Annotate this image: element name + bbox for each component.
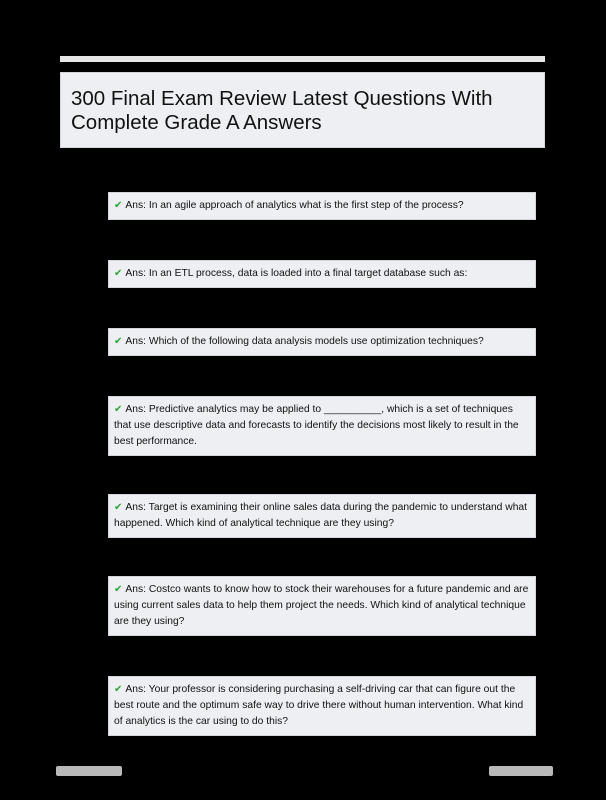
qa-text: Ans: Which of the following data analysis models use optimization techniques? [125, 336, 484, 347]
qa-item-5 [108, 494, 536, 538]
qa-item-1 [108, 192, 536, 220]
qa-item-3 [108, 328, 536, 356]
qa-text: Ans: Target is examining their online sales data during the pandemic to understand what happened. Which kind of analytical technique are they using? [114, 502, 528, 529]
qa-text: Ans: Your professor is considering purchasing a self-driving car that can figure out the best route and the optimum safe way to drive there without human intervention. What kind of analytics is the car using to do this? [114, 684, 524, 727]
qa-text: Ans: In an agile approach of analytics what is the first step of the process? [125, 200, 464, 211]
header-rule [60, 56, 545, 62]
document-title: 300 Final Exam Review Latest Questions With Complete Grade A Answers [71, 87, 493, 134]
check-icon: ✔ [114, 268, 123, 279]
qa-text: Ans: Costco wants to know how to stock their warehouses for a future pandemic and are using current sales data to help them project the needs. Which kind of analytical technique are they using? [114, 584, 529, 627]
qa-text: Ans: In an ETL process, data is loaded into a final target database such as: [125, 268, 468, 279]
check-icon: ✔ [114, 584, 123, 595]
qa-item-4 [108, 396, 536, 456]
check-icon: ✔ [114, 200, 123, 211]
qa-item-6 [108, 576, 536, 636]
check-icon: ✔ [114, 684, 123, 695]
qa-item-7 [108, 676, 536, 736]
qa-item-2 [108, 260, 536, 288]
check-icon: ✔ [114, 502, 123, 513]
qa-text: Ans: Predictive analytics may be applied to __________, which is a set of techniques that use descriptive data and forecasts to identify the decisions most likely to result in the best performance. [114, 404, 519, 447]
title-box [60, 72, 545, 148]
check-icon: ✔ [114, 336, 123, 347]
footer-watermark-left [56, 766, 122, 776]
footer-watermark-right [489, 766, 553, 776]
check-icon: ✔ [114, 404, 123, 415]
